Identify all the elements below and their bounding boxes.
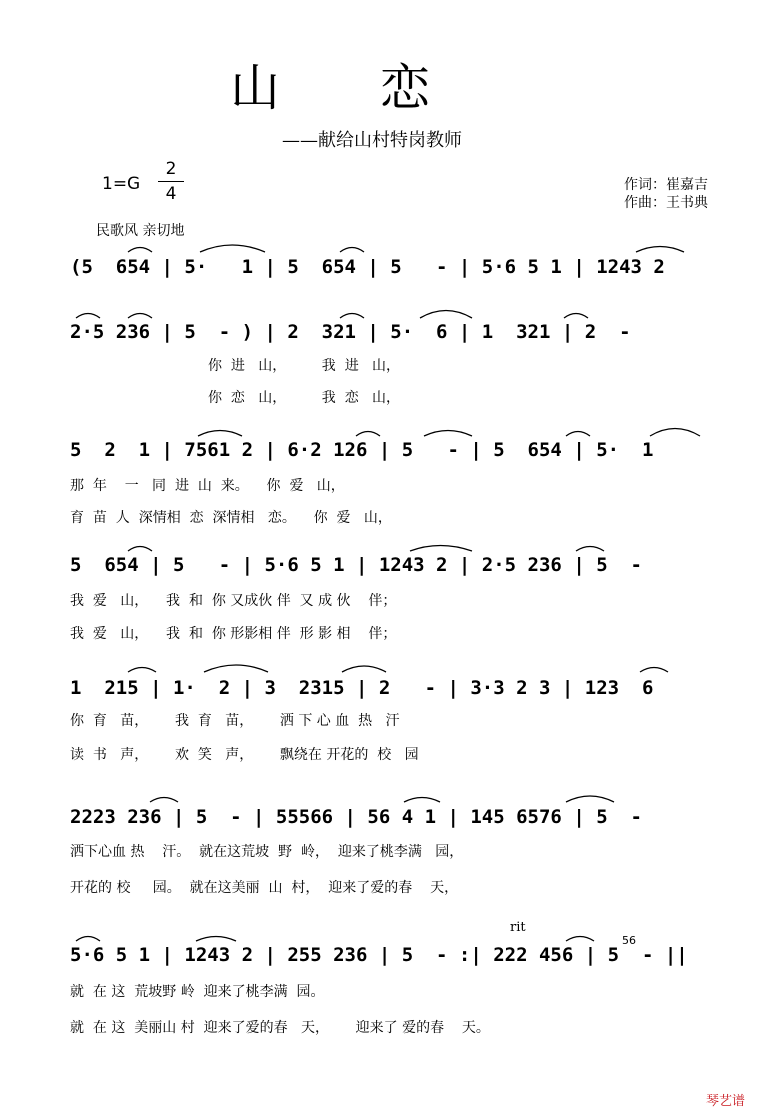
slur [564,314,588,319]
slur [566,432,590,437]
lyric-line-3b: 育 苗 人 深情相 恋 深情相 恋。 你 爱 山， [70,510,392,526]
slur [566,796,614,802]
slur [128,668,156,673]
slur [566,937,594,942]
lyric-line-5a: 你 育 苗， 我 育 苗， 洒 下 心 血 热 汗 [70,713,400,729]
slur [204,665,268,672]
lyric-line-4a: 我 爱 山， 我 和 你 又成伙 伴 又 成 伙 伴； [70,593,397,609]
slur [76,314,100,319]
slur [356,432,380,437]
lyric-line-5b: 读 书 声， 欢 笑 声， 飘绕在 开花的 校 园 [70,747,419,763]
slur [150,798,178,803]
slur [650,429,700,437]
slur [424,431,472,437]
slur [340,248,364,253]
ritardando-mark: rit [510,920,526,935]
tempo-marking: 民歌风 亲切地 [96,223,185,239]
slur [128,314,152,319]
slur [404,798,440,803]
grace-notes: 56 [622,934,636,947]
lyric-line-3a: 那 年 一 同 进 山 来。 你 爱 山， [70,478,345,494]
slur [640,668,668,673]
lyric-line-2b: 你 恋 山， 我 恋 山， [70,390,401,406]
site-logo: 琴艺谱 [706,1094,746,1109]
slur [636,247,684,253]
slur [420,311,472,319]
slur [128,248,152,253]
lyric-line-4b: 我 爱 山， 我 和 你 形影相 伴 形 影 相 伴； [70,626,397,642]
notation-line-3: 5 2 1 | 7561 2 | 6·2 126 | 5 - | 5 654 | 5· 1 [70,439,654,461]
lyric-line-7b: 就 在 这 美丽山 村 迎来了爱的春 天， 迎来了 爱的春 天。 [70,1020,490,1036]
time-signature-top: 2 [165,159,177,179]
lyric-line-6a: 洒下心血 热 汗。 就在这荒坡 野 岭， 迎来了桃李满 园， [70,844,464,860]
notation-line-7: 5·6 5 1 | 1243 2 | 255 236 | 5 - :| 222 456 | 5 - || [70,944,688,966]
slur [76,937,100,942]
song-title: 山恋 [230,59,530,117]
time-signature-bottom: 4 [165,184,177,204]
notation-line-6: 2223 236 | 5 - | 55566 | 56 4 1 | 145 6576 | 5 - [70,806,642,828]
composer-credit: 作曲：王书典 [624,195,708,211]
lyricist-credit: 作词：崔嘉吉 [624,177,708,193]
notation-line-4: 5 654 | 5 - | 5·6 5 1 | 1243 2 | 2·5 236 | 5 - [70,554,642,576]
slur [410,546,472,552]
lyric-line-6b: 开花的 校 园。 就在这美丽 山 村， 迎来了爱的春 天， [70,880,459,896]
notation-line-2: 2·5 236 | 5 - ) | 2 321 | 5· 6 | 1 321 | 2 - [70,321,631,343]
song-subtitle: ——献给山村特岗教师 [282,130,462,151]
slur [576,547,604,552]
slur [196,937,236,942]
key-signature: 1=G [102,174,141,194]
slur [200,245,265,252]
slur [340,314,364,319]
notation-line-1: (5 654 | 5· 1 | 5 654 | 5 - | 5·6 5 1 | 1243 2 [70,256,665,278]
slur [128,547,152,552]
lyric-line-2a: 你 进 山， 我 进 山， [70,358,401,374]
slur [198,431,242,437]
notation-line-5: 1 215 | 1· 2 | 3 2315 | 2 - | 3·3 2 3 | 123 6 [70,677,654,699]
slur [342,666,386,672]
lyric-line-7a: 就 在 这 荒坡野 岭 迎来了桃李满 园。 [70,984,325,1000]
